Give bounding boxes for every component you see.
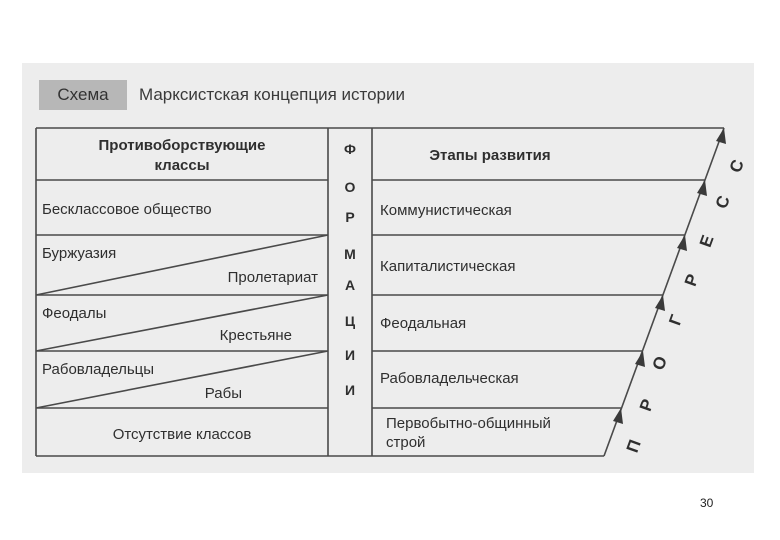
formations-letter: О — [344, 179, 356, 195]
diagram-lines — [36, 128, 724, 456]
stage-primitive-line2: строй — [386, 434, 426, 451]
diagonal-slave — [36, 351, 328, 408]
progress-letter: Р — [635, 396, 658, 414]
arrowhead-1 — [697, 180, 707, 196]
left-cell-no-classes: Отсутствие классов — [112, 426, 252, 443]
left-cell-peasants: Крестьяне — [219, 327, 292, 344]
progress-letter: Р — [680, 271, 703, 289]
formations-letter: М — [344, 246, 356, 262]
left-cell-proletariat: Пролетариат — [227, 269, 318, 286]
left-cell-bourgeoisie: Буржуазия — [42, 245, 117, 262]
progress-letter: П — [622, 437, 645, 456]
left-cell-classless: Бесклассовое общество — [42, 201, 212, 218]
formations-letter: Ф — [344, 141, 356, 157]
stage-capitalist: Капиталистическая — [380, 258, 516, 275]
left-cell-slaveholders: Рабовладельцы — [42, 361, 155, 378]
progress-letter: С — [711, 193, 734, 212]
scheme-title: Марксистская концепция истории — [139, 85, 406, 104]
left-cell-slaves: Рабы — [204, 385, 242, 402]
diagonal-bourgeoisie — [36, 235, 328, 295]
stage-communist: Коммунистическая — [380, 202, 512, 219]
stage-primitive-line1: Первобытно-общинный — [386, 415, 551, 432]
formations-letter: Р — [345, 209, 355, 225]
scheme-label: Схема — [39, 80, 127, 110]
progress-letter: С — [725, 157, 748, 176]
formations-letter: А — [344, 277, 356, 293]
progress-label — [623, 157, 748, 455]
progress-letter: Г — [665, 312, 687, 328]
left-header-line1: Противоборствующие — [98, 137, 266, 154]
arrowhead-2 — [677, 235, 687, 251]
arrowhead-4 — [635, 351, 645, 367]
arrowhead-3 — [655, 295, 665, 311]
page-number: 30 — [700, 496, 714, 510]
progress-letter: Е — [695, 232, 718, 250]
arrowhead-top — [716, 128, 726, 144]
progress-letter: О — [648, 353, 672, 373]
right-header: Этапы развития — [429, 147, 551, 164]
right-slant-border — [604, 128, 724, 456]
stage-slave: Рабовладельческая — [380, 370, 519, 387]
formations-column — [344, 141, 356, 398]
stage-feudal: Феодальная — [380, 315, 467, 332]
formations-letter: Ц — [344, 313, 356, 329]
left-header-line2: классы — [154, 157, 210, 174]
formations-letter: И — [344, 382, 356, 398]
left-cell-feudals: Феодалы — [42, 305, 107, 322]
formations-letter: И — [344, 347, 356, 363]
